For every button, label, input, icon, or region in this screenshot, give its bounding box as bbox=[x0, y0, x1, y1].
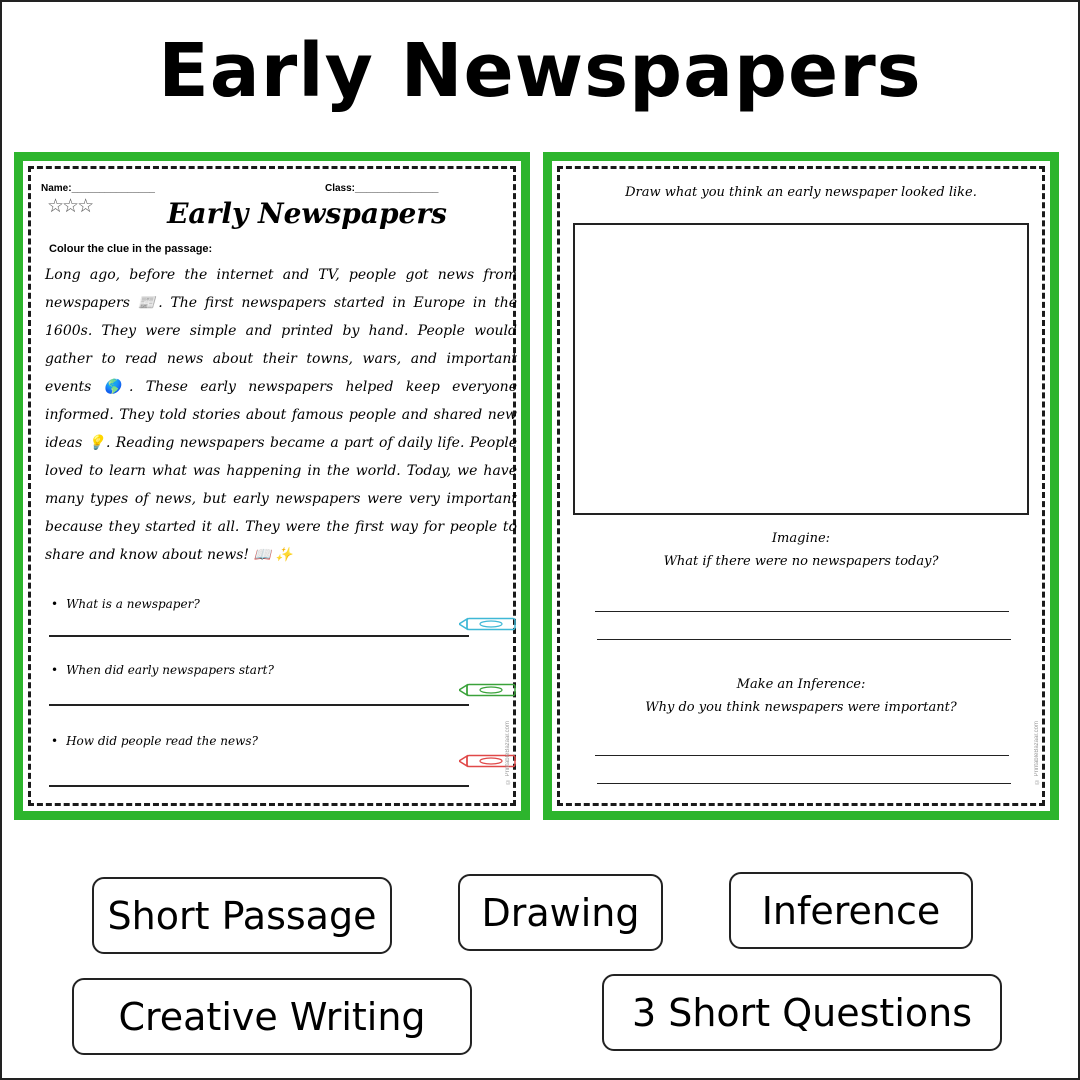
tag-label: Inference bbox=[761, 888, 941, 933]
question-1 bbox=[51, 597, 200, 611]
clue-instruction: Colour the clue in the passage: bbox=[49, 243, 213, 255]
drawing-box[interactable] bbox=[573, 223, 1029, 515]
answer-line-1[interactable] bbox=[49, 635, 469, 637]
credit-text: © PrintableBazaar.com bbox=[505, 721, 511, 785]
tag-short-passage bbox=[92, 877, 392, 954]
worksheet-passage-page bbox=[14, 152, 530, 820]
worksheet-page-inner bbox=[552, 161, 1050, 811]
tag-label: Creative Writing bbox=[118, 994, 426, 1039]
writing-line[interactable] bbox=[597, 639, 1011, 640]
class-field-label: Class:_______________ bbox=[325, 183, 439, 194]
question-2 bbox=[51, 663, 274, 677]
bullet: • bbox=[51, 734, 59, 748]
crayon-icon bbox=[459, 617, 517, 631]
worksheet-drawing-page bbox=[543, 152, 1059, 820]
imagine-label: Imagine: bbox=[771, 531, 831, 546]
writing-line[interactable] bbox=[597, 783, 1011, 784]
worksheet-page-inner bbox=[23, 161, 521, 811]
tag-label: Short Passage bbox=[107, 893, 377, 938]
draw-instruction: Draw what you think an early newspaper looked like. bbox=[625, 185, 977, 200]
credit-text: © PrintableBazaar.com bbox=[1034, 721, 1040, 785]
tag-creative-writing bbox=[72, 978, 472, 1055]
tag-label: Drawing bbox=[481, 890, 640, 935]
question-3 bbox=[51, 734, 258, 748]
question-text: When did early newspapers start? bbox=[66, 663, 274, 677]
tag-inference bbox=[729, 872, 973, 949]
answer-line-2[interactable] bbox=[49, 704, 469, 706]
inference-label: Make an Inference: bbox=[736, 677, 866, 692]
question-text: What is a newspaper? bbox=[66, 597, 200, 611]
bullet: • bbox=[51, 663, 59, 677]
tag-3-short-questions bbox=[602, 974, 1002, 1051]
tag-drawing bbox=[458, 874, 663, 951]
writing-line[interactable] bbox=[595, 755, 1009, 756]
name-field-label: Name:_______________ bbox=[41, 183, 155, 194]
worksheet-heading: Early Newspapers bbox=[167, 197, 447, 230]
rating-stars-icon: ☆☆☆ bbox=[47, 196, 93, 217]
question-text: How did people read the news? bbox=[66, 734, 258, 748]
inference-question: Why do you think newspapers were important? bbox=[645, 700, 957, 715]
bullet: • bbox=[51, 597, 59, 611]
answer-line-3[interactable] bbox=[49, 785, 469, 787]
main-title: Early Newspapers bbox=[158, 28, 922, 114]
writing-line[interactable] bbox=[595, 611, 1009, 612]
reading-passage: Long ago, before the internet and TV, people got news from newspapers 📰. The first newspapers started in Europe in the 1600s. They were simple and printed by hand. People would gather to read news about their towns, wars, and important events 🌎. These early newspapers helped keep everyone informed. They told stories about famous people and shared new ideas 💡. Reading newspapers became a part of daily life. People loved to learn what was happening in the world. Today, we have many types of news, but early newspapers were very important because they started it all. They were the first way for people to share and know about news! 📖 ✨ bbox=[45, 267, 517, 563]
imagine-question: What if there were no newspapers today? bbox=[663, 554, 939, 569]
crayon-icon bbox=[459, 683, 517, 697]
tag-label: 3 Short Questions bbox=[631, 990, 973, 1035]
